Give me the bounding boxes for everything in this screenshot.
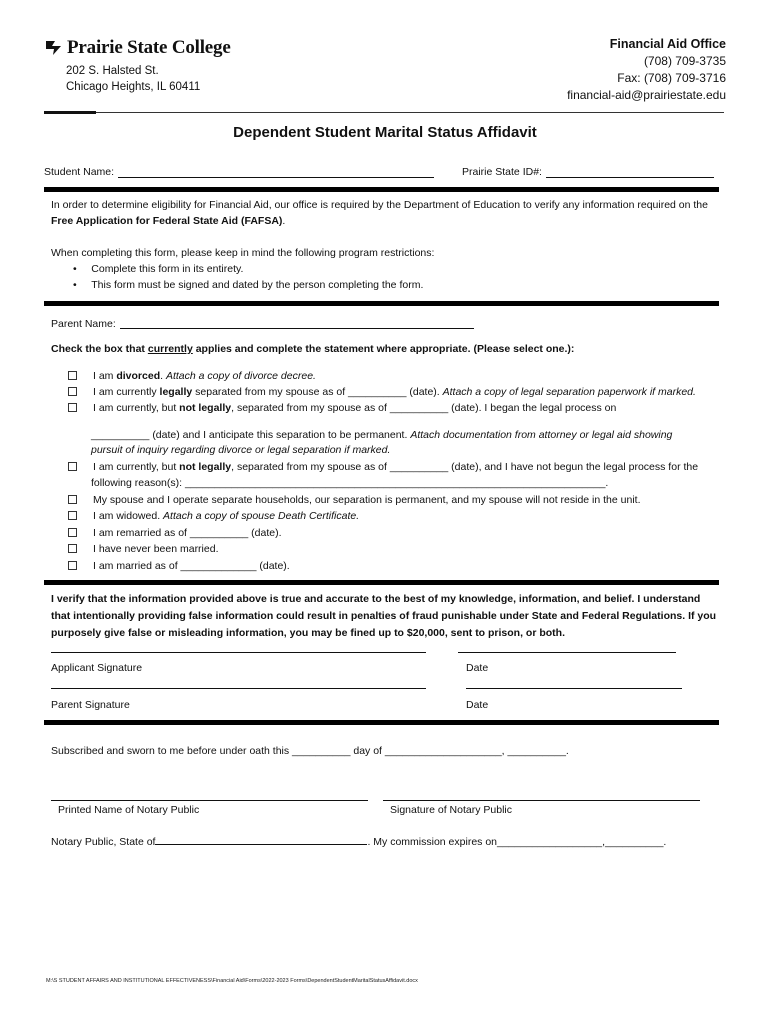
- checkbox-legally-separated[interactable]: [68, 387, 77, 396]
- college-address: [66, 63, 200, 95]
- instruction-part1: Check the box that: [51, 343, 148, 355]
- option-text: __________ (date) and I anticipate this separation to be permanent.: [91, 429, 411, 441]
- commission-expires-text: . My commission expires on__________________,__________.: [367, 836, 667, 848]
- section-divider: [44, 187, 719, 192]
- option-note: Attach a copy of divorce decree.: [165, 370, 316, 382]
- checkbox-never-married[interactable]: [68, 544, 77, 553]
- page-title: Dependent Student Marital Status Affidavit: [233, 124, 537, 141]
- notary-signature-label: Signature of Notary Public: [390, 804, 512, 816]
- checkbox-married[interactable]: [68, 561, 77, 570]
- parent-date-line[interactable]: [466, 688, 682, 689]
- parent-date-label: Date: [466, 699, 489, 711]
- notary-state-field[interactable]: [155, 833, 367, 845]
- option-married: [68, 559, 290, 573]
- office-email: financial-aid@prairiestate.edu: [567, 88, 726, 102]
- section-divider: [44, 580, 719, 585]
- college-logo: [44, 37, 231, 59]
- bullet-2-text: This form must be signed and dated by the person completing the form.: [91, 279, 424, 291]
- applicant-date-line[interactable]: [458, 652, 676, 653]
- parent-name-field[interactable]: [120, 328, 474, 329]
- section-divider: [44, 301, 719, 306]
- section-divider: [44, 720, 719, 725]
- bullet-1-text: Complete this form in its entirety.: [91, 263, 244, 275]
- student-name-field[interactable]: [118, 177, 434, 178]
- notary-printed-name-line[interactable]: [51, 800, 368, 801]
- address-line2: Chicago Heights, IL 60411: [66, 81, 201, 93]
- logo-text: Prairie State College: [67, 37, 231, 58]
- option-not-legally-process: [68, 401, 616, 415]
- intro-period: .: [282, 215, 286, 227]
- option-not-legally-no-process: [68, 460, 698, 474]
- option-text: , separated from my spouse as of __________ (date). I began the legal process on: [231, 402, 617, 414]
- option-note: Attach a copy of spouse Death Certificate.: [163, 510, 360, 522]
- instruction-text: [51, 342, 574, 356]
- option-note: Attach a copy of legal separation paperwork if marked.: [442, 386, 696, 398]
- notary-state-row: [51, 833, 666, 849]
- option-text: I am married as of _____________ (date).: [93, 560, 290, 572]
- option-text: I am: [93, 370, 117, 382]
- option-text: I am currently: [93, 386, 160, 398]
- checkbox-separate-households[interactable]: [68, 495, 77, 504]
- notary-printed-name-label: Printed Name of Notary Public: [58, 804, 200, 816]
- parent-signature-line[interactable]: [51, 688, 426, 689]
- parent-signature-label: Parent Signature: [51, 699, 130, 711]
- checkbox-remarried[interactable]: [68, 528, 77, 537]
- office-contact: [567, 36, 726, 104]
- option-text: I have never been married.: [93, 543, 219, 555]
- option-bold: divorced: [116, 370, 161, 382]
- star-logo-icon: [44, 39, 64, 57]
- option-bold: not legally: [179, 461, 232, 473]
- applicant-date-label: Date: [466, 662, 489, 674]
- option-text: I am currently, but: [93, 402, 180, 414]
- bullet-2: • This form must be signed and dated by the person completing the form.: [73, 279, 424, 291]
- checkbox-not-legally-no-process[interactable]: [68, 462, 77, 471]
- option-text: My spouse and I operate separate households, our separation is permanent, and my spouse will not reside in the unit.: [93, 494, 641, 506]
- option-widowed: [68, 509, 359, 523]
- bullet-1: • Complete this form in its entirety.: [73, 263, 244, 275]
- option-divorced: [68, 369, 316, 383]
- option-note: Attach documentation from attorney or legal aid showing: [410, 429, 673, 441]
- option-text: separated from my spouse as of __________ (date).: [192, 386, 443, 398]
- sworn-statement: Subscribed and sworn to me before under oath this __________ day of ____________________, __________.: [51, 745, 569, 757]
- student-name-row: [44, 165, 114, 179]
- applicant-signature-label: Applicant Signature: [51, 662, 143, 674]
- option-note: pursuit of inquiry regarding divorce or legal separation if marked.: [91, 444, 391, 456]
- intro-text: In order to determine eligibility for Financial Aid, our office is required by the Department of Education to verify any information required on the: [51, 199, 708, 211]
- fafsa-term: Free Application for Federal State Aid (FAFSA): [51, 215, 283, 227]
- psc-id-label: Prairie State ID#:: [462, 166, 542, 178]
- checkbox-widowed[interactable]: [68, 511, 77, 520]
- office-phone: (708) 709-3735: [643, 54, 726, 68]
- option-text: I am widowed.: [93, 510, 164, 522]
- intro-paragraph: [51, 197, 719, 229]
- option-bold: legally: [159, 386, 193, 398]
- instruction-part2: applies and complete the statement where appropriate. (Please select one.):: [192, 343, 575, 355]
- header-rule-accent: [44, 111, 96, 114]
- option-text: I am currently, but: [93, 461, 180, 473]
- psc-id-field[interactable]: [546, 177, 714, 178]
- option-never-married: [68, 542, 219, 556]
- option-legally-separated: [68, 385, 696, 399]
- option-bold: not legally: [179, 402, 232, 414]
- address-line1: 202 S. Halsted St.: [66, 65, 159, 77]
- option-separate-households: [68, 493, 641, 507]
- footer-path: M:\S STUDENT AFFAIRS AND INSTITUTIONAL EFFECTIVENESS\Financial Aid\Forms\2022-2023 Forms\DependentStudentMaritalStatusAffidavit.docx: [46, 978, 418, 984]
- office-fax: Fax: (708) 709-3716: [617, 71, 726, 85]
- parent-name-label: Parent Name:: [51, 318, 116, 330]
- header-rule: [44, 112, 724, 113]
- applicant-signature-line[interactable]: [51, 652, 426, 653]
- option-reason-line: following reason(s): ________________________________________________________________________.: [91, 477, 609, 489]
- instruction-underlined: currently: [147, 343, 193, 355]
- restrictions-text: When completing this form, please keep in mind the following program restrictions:: [51, 247, 435, 259]
- notary-signature-line[interactable]: [383, 800, 700, 801]
- option-not-legally-process-cont: [91, 428, 672, 442]
- checkbox-divorced[interactable]: [68, 371, 77, 380]
- option-remarried: [68, 526, 282, 540]
- option-text: , separated from my spouse as of __________ (date), and I have not begun the legal process for the: [231, 461, 699, 473]
- option-text: .: [160, 370, 166, 382]
- option-text: I am remarried as of __________ (date).: [93, 527, 282, 539]
- student-name-label: Student Name:: [44, 166, 115, 178]
- certification-text: I verify that the information provided above is true and accurate to the best of my knowledge, information, and belief. I understand that intentionally providing false information could result in penalties of fraud punishable under State and Federal Regulations. If you purposely give false or misleading information, you may be fined up to $20,000, sent to prison, or both.: [51, 593, 717, 639]
- notary-state-label: Notary Public, State of: [51, 836, 156, 848]
- office-title: Financial Aid Office: [609, 37, 726, 51]
- checkbox-not-legally-process[interactable]: [68, 403, 77, 412]
